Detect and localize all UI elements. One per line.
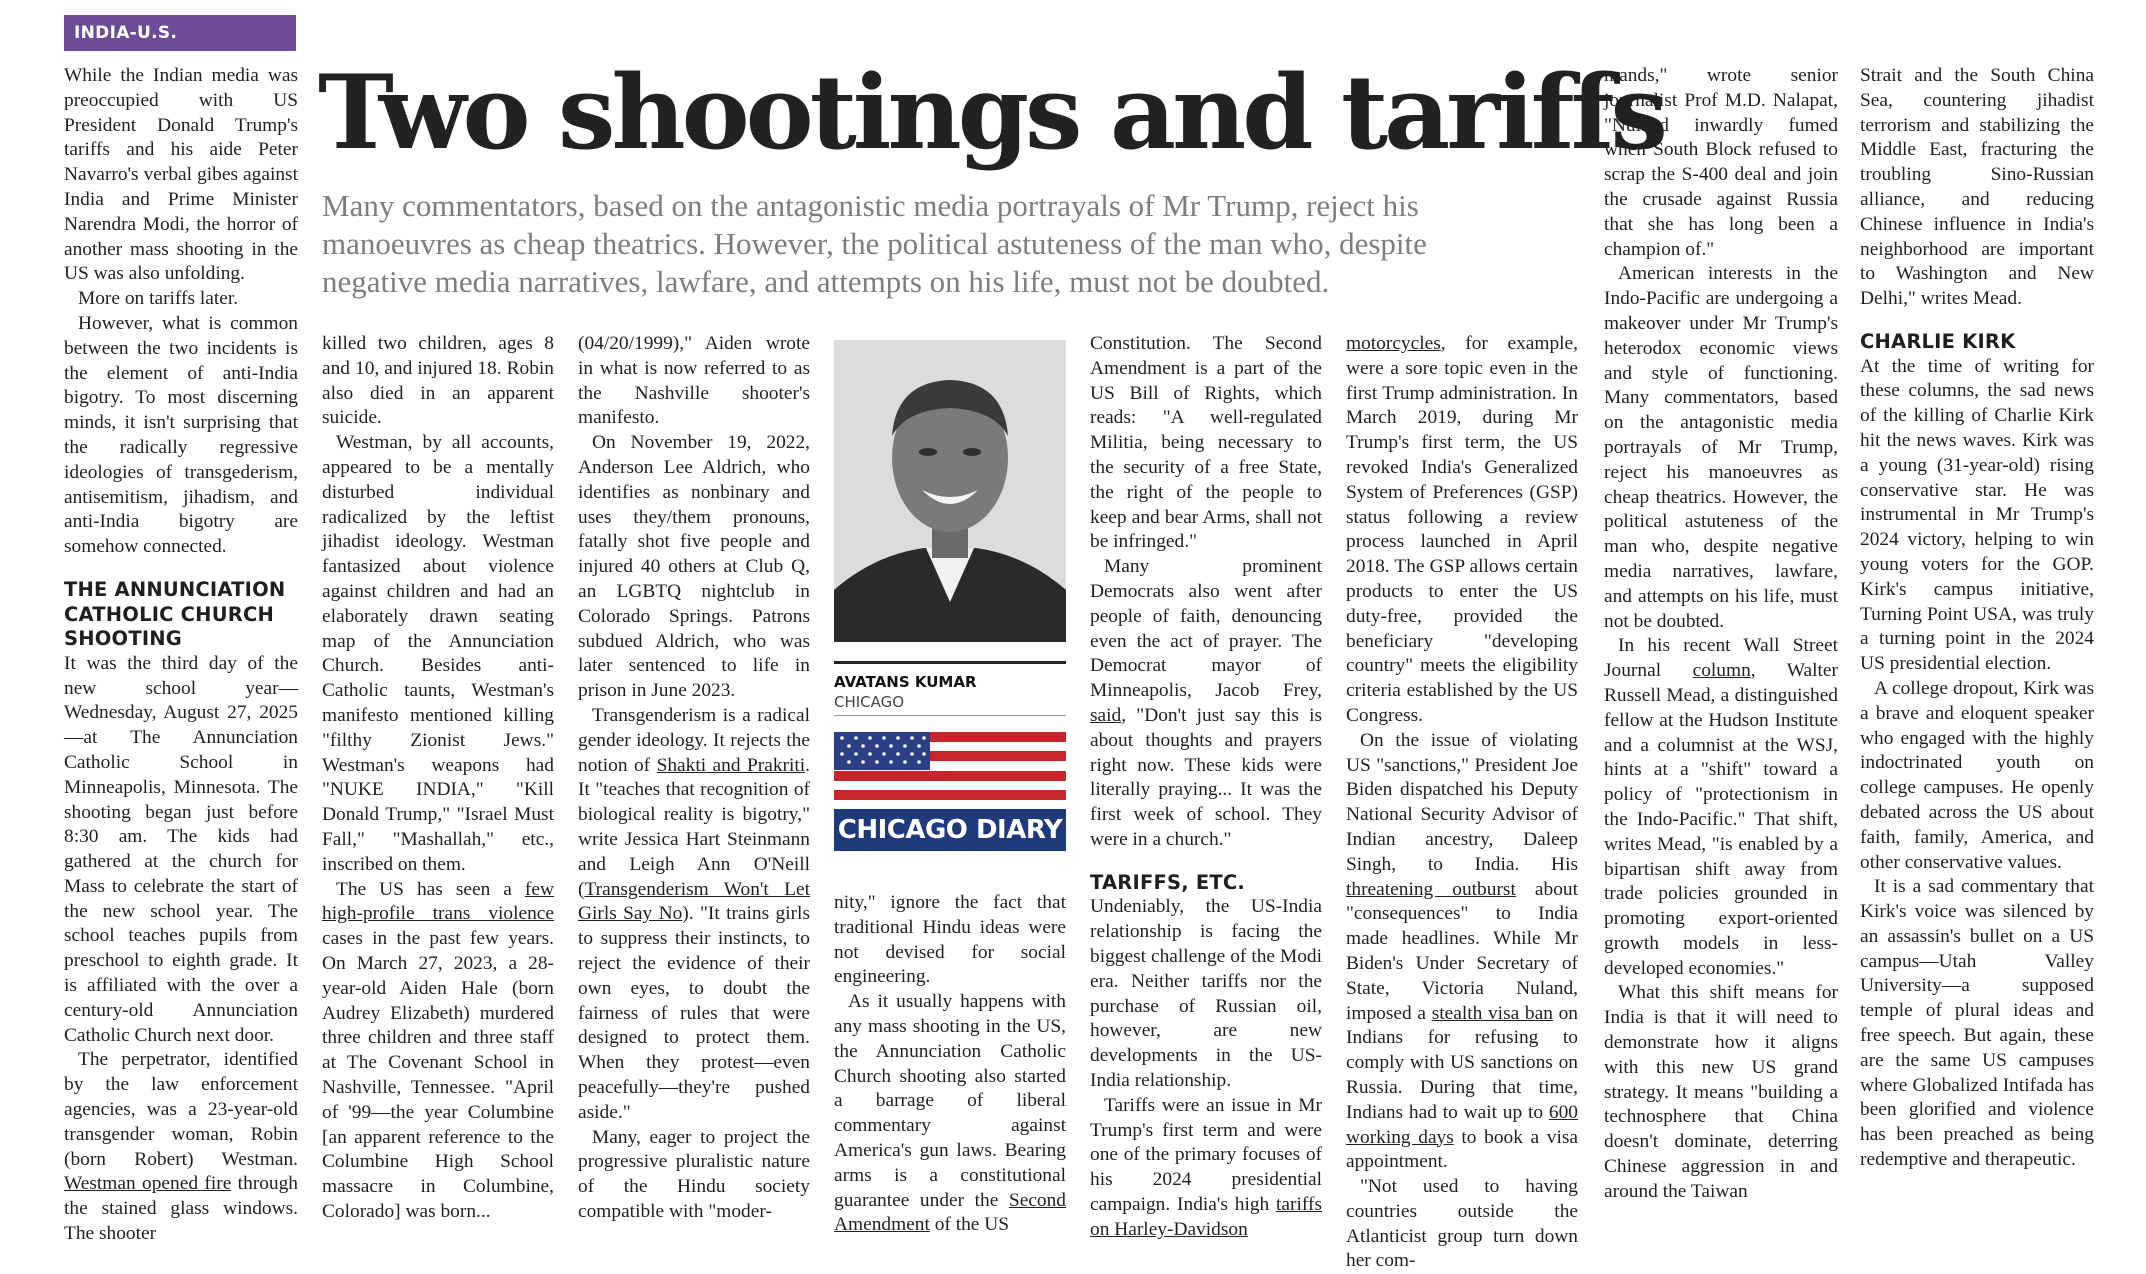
paragraph-text: through the stained glass windows. The shooter	[64, 1173, 298, 1245]
paragraph: On November 19, 2022, Anderson Lee Aldrich, who identifies as nonbinary and uses they/them pronouns, fatally shot five people and injured 40 others at Club Q, an LGBTQ nightclub in Colorado Springs. Patrons subdued Aldrich, who was later sentenced to life in prison in June 2023.	[578, 432, 810, 702]
article-link[interactable]: Transgenderism Won't Let Girls Say No	[578, 878, 810, 925]
column-3	[578, 332, 810, 1244]
column-4	[834, 891, 1066, 1244]
column-1	[64, 64, 298, 1244]
deck-subheadline: Many commentators, based on the antagonistic media portrayals of Mr Trump, reject his manoeuvres as cheap theatrics. However, the political astuteness of the man who, despite negative media narratives, lawfare, and attempts on his life, must not be doubted.	[322, 188, 1427, 299]
article-link[interactable]: 600 working days	[1346, 1101, 1578, 1148]
author-name: AVATANS KUMAR	[834, 673, 977, 691]
paragraph: At the time of writing for these columns, the sad news of the killing of Charlie Kirk hit the news waves. Kirk was a young (31-year-old) rising conservative star. He was instrumental in Mr Trump's 2024 victory, helping to win young voters for the GOP. Kirk's campus initiative, Turning Point USA, was truly a turning point in the 2024 US presidential election.	[1860, 355, 2094, 675]
paragraph	[1604, 634, 1838, 981]
paragraph: It is a sad commentary that Kirk's voice was silenced by an assassin's bullet on a US campus—Utah Valley University—a supposed temple of plural ideas and free speech. But again, these are the same US campuses where Globalized Intifada has been glorified and violence has been preached as being redemptive and therapeutic.	[1860, 876, 2094, 1171]
column-8	[1860, 64, 2094, 1244]
paragraph	[322, 878, 554, 1225]
article-link[interactable]: tariffs on Harley-Davidson	[1090, 1193, 1322, 1240]
paragraph: However, what is common between the two incidents is the element of anti-India bigotry. To most discerning minds, it isn't surprising that the radically regressive ideologies of transgederism, antisemitism, jihadism, and anti-India bigotry are somehow connected.	[64, 312, 298, 558]
paragraph	[1090, 1094, 1322, 1243]
column-7	[1604, 64, 1838, 1244]
paragraph-text: Tariffs were an issue in Mr Trump's first term and were one of the primary focuses of his 2024 presidential campaign. India's high	[1090, 1094, 1322, 1215]
paragraph-text: In his recent Wall Street Journal	[1604, 635, 1838, 682]
paragraph: nity," ignore the fact that traditional Hindu ideas were not devised for social engineering.	[834, 892, 1066, 988]
paragraph	[1346, 729, 1578, 1175]
section-heading: TARIFFS, ETC.	[1090, 870, 1245, 894]
paragraph: Undeniably, the US-India relationship is facing the biggest challenge of the Modi era. Neither tariffs nor the purchase of Russian oil, however, are new developments in the US-India relationship.	[1090, 896, 1322, 1091]
paragraph-text: on Indians for refusing to comply with US sanctions on Russia. During that time, Indians had to wait up to	[1346, 1002, 1578, 1123]
article-link[interactable]: stealth visa ban	[1431, 1002, 1553, 1024]
paragraph-text: As it usually happens with any mass shooting in the US, the Annunciation Catholic Church shooting also started a barrage of liberal commentary against America's gun laws. Bearing arms is a constitutional guarantee under the	[834, 991, 1066, 1211]
column-2	[322, 332, 554, 1244]
byline	[834, 661, 1066, 712]
paragraph: Constitution. The Second Amendment is a part of the US Bill of Rights, which reads: "A well-regulated Militia, being necessary to the security of a free State, the right of the people to keep and bear Arms, shall not be infringed."	[1090, 333, 1322, 553]
column-5	[1090, 332, 1322, 1244]
paragraph	[578, 704, 810, 1126]
paragraph: Strait and the South China Sea, countering jihadist terrorism and stabilizing the Middle East, fracturing the troubling Sino-Russian alliance, and reducing Chinese influence in India's neighborhood are important to Washington and New Delhi," writes Mead.	[1860, 65, 2094, 310]
paragraph	[1346, 332, 1578, 729]
us-flag-icon	[834, 732, 1066, 800]
paragraph: "Not used to having countries outside the Atlanticist group turn down her com-	[1346, 1176, 1578, 1272]
paragraph: What this shift means for India is that it will need to demonstrate how it aligns with this new US grand strategy. It means "building a technosphere that China doesn't dominate, deterring Chinese aggression in and around the Taiwan	[1604, 982, 1838, 1202]
paragraph: A college dropout, Kirk was a brave and eloquent speaker who engaged with the highly indoctrinated youth on college campuses. He openly debated across the US about faith, family, America, and other conservative values.	[1860, 677, 2094, 873]
paragraph-text: cases in the past few years. On March 27, 2023, a 28-year-old Aiden Hale (born Audrey Elizabeth) murdered three children and three staff at The Covenant School in Nashville, Tennessee. "April of '99—the year Columbine [an apparent reference to the Columbine High School massacre in Columbine, Colorado] was born...	[322, 928, 554, 1222]
paragraph-text: , Walter Russell Mead, a distinguished fellow at the Hudson Institute and a columnist at the WSJ, hints at a "shift" toward a policy of "protectionism in the Indo-Pacific." That shift, writes Mead, "is enabled by a bipartisan shift away from trade policies grounded in promoting export-oriented growth models in less-developed economies."	[1604, 660, 1838, 979]
paragraph: (04/20/1999)," Aiden wrote in what is now referred to as the Nashville shooter's manifesto.	[578, 333, 810, 429]
paragraph-text: The perpetrator, identified by the law enforcement agencies, was a 23-year-old transgender woman, Robin (born Robert) Westman.	[64, 1049, 298, 1170]
paragraph: It was the third day of the new school year—Wednesday, August 27, 2025—at The Annunciation Catholic School in Minneapolis, Minnesota. The shooting began just before 8:30 am. The kids had gathered at the church for Mass to celebrate the start of the new school year. The school teaches pupils from preschool to eighth grade. It is affiliated with the over a century-old Annunciation Catholic Church next door.	[64, 652, 298, 1046]
divider	[834, 715, 1066, 716]
paragraph-text: , for example, were a sore topic even in the first Trump administration. In March 2019, during Mr Trump's first term, the US revoked India's Generalized System of Preferences (GSP) status following a review process launched in April 2018. The GSP allows certain products to enter the US duty-free, provided the beneficiary "developing country" meets the eligibility criteria established by the US Congress.	[1346, 333, 1578, 726]
article-link[interactable]: few high-profile trans violence	[322, 878, 554, 925]
paragraph	[834, 990, 1066, 1238]
paragraph-text: about "consequences" to India made headlines. While Mr Biden's Under Secretary of State, Victoria Nuland, imposed a	[1346, 878, 1578, 1024]
author-photo	[834, 340, 1066, 642]
paragraph-text: On the issue of violating US "sanctions," President Joe Biden dispatched his Deputy National Security Advisor of Indian ancestry, Daleep Singh, to India. His	[1346, 729, 1578, 875]
paragraph	[64, 1048, 298, 1246]
author-location: CHICAGO	[834, 693, 905, 711]
paragraph: killed two children, ages 8 and 10, and injured 18. Robin also died in an apparent suicide.	[322, 333, 554, 429]
article-link[interactable]: motorcycles	[1346, 333, 1441, 354]
article-link[interactable]: threatening outburst	[1346, 878, 1516, 900]
paragraph-text: Transgenderism is a radical gender ideology. It rejects the notion of	[578, 704, 810, 776]
article-link[interactable]: Shakti and Prakriti	[656, 754, 806, 776]
section-heading: CHARLIE KIRK	[1860, 329, 2016, 353]
column-6	[1346, 332, 1578, 1272]
paragraph: mands," wrote senior journalist Prof M.D. Nalapat, "Nuland inwardly fumed when South Block refused to scrap the S-400 deal and join the crusade against Russia that she has long been a champion of."	[1604, 65, 1838, 260]
paragraph-text: ). "It trains girls to suppress their instincts, to reject the evidence of their own eyes, to doubt the fairness of rules that were designed to protect them. When they protest—even peacefully—they're pushed aside."	[578, 903, 810, 1123]
paragraph-text: Many prominent Democrats also went after people of faith, denouncing even the act of prayer. The Democrat mayor of Minneapolis, Jacob Frey,	[1090, 556, 1322, 702]
paragraph-text: to book a visa appointment.	[1346, 1126, 1578, 1173]
paragraph: Westman, by all accounts, appeared to be a mentally disturbed individual radicalized by the leftist jihadist ideology. Westman fantasized about violence against children and had an elaborately drawn seating map of the Annunciation Church. Besides anti-Catholic taunts, Westman's manifesto mentioned killing "filthy Zionist Jews." Westman's weapons had "NUKE INDIA," "Kill Donald Trump," "Israel Must Fall," "Mashallah," etc., inscribed on them.	[322, 432, 554, 875]
article-link[interactable]: Westman opened fire	[64, 1173, 232, 1195]
article-link[interactable]: column	[1692, 660, 1751, 682]
paragraph: While the Indian media was preoccupied with US President Donald Trump's tariffs and his aide Peter Navarro's verbal gibes against India and Prime Minister Narendra Modi, the horror of another mass shooting in the US was also unfolding.	[64, 65, 298, 285]
paragraph-text: . It "teaches that recognition of biological reality is bigotry," write Jessica Hart Steinmann and Leigh Ann O'Neill (	[578, 754, 810, 900]
headline: Two shootings and tariffs	[318, 53, 1664, 173]
paragraph	[1090, 555, 1322, 853]
paragraph: American interests in the Indo-Pacific are undergoing a makeover under Mr Trump's heterodox economic views and style of functioning. Many commentators, based on the antagonistic media portrayals of Mr Trump, reject his manoeuvres as cheap theatrics. However, the political astuteness of the man who, despite negative media narratives, lawfare, and attempts on his life, must not be doubted.	[1604, 263, 1838, 632]
paragraph: Many, eager to project the progressive pluralistic nature of the Hindu society compatible with "moder-	[578, 1126, 810, 1222]
paragraph-text: of the US	[929, 1214, 1010, 1236]
paragraph-text: , "Don't just say this is about thoughts and prayers right now. These kids were literally praying... It was the first week of school. They were in a church."	[1090, 704, 1322, 850]
author-portrait-icon	[834, 340, 1066, 642]
paragraph: More on tariffs later.	[78, 288, 239, 310]
article-link[interactable]: Second Amendment	[834, 1189, 1066, 1236]
section-tag: INDIA-U.S.	[64, 15, 296, 51]
paragraph-text: The US has seen a	[336, 878, 525, 900]
column-name-banner: CHICAGO DIARY	[834, 809, 1066, 851]
article-link[interactable]: said	[1090, 704, 1122, 726]
section-heading: THE ANNUNCIATION CATHOLIC CHURCH SHOOTING	[64, 577, 286, 651]
